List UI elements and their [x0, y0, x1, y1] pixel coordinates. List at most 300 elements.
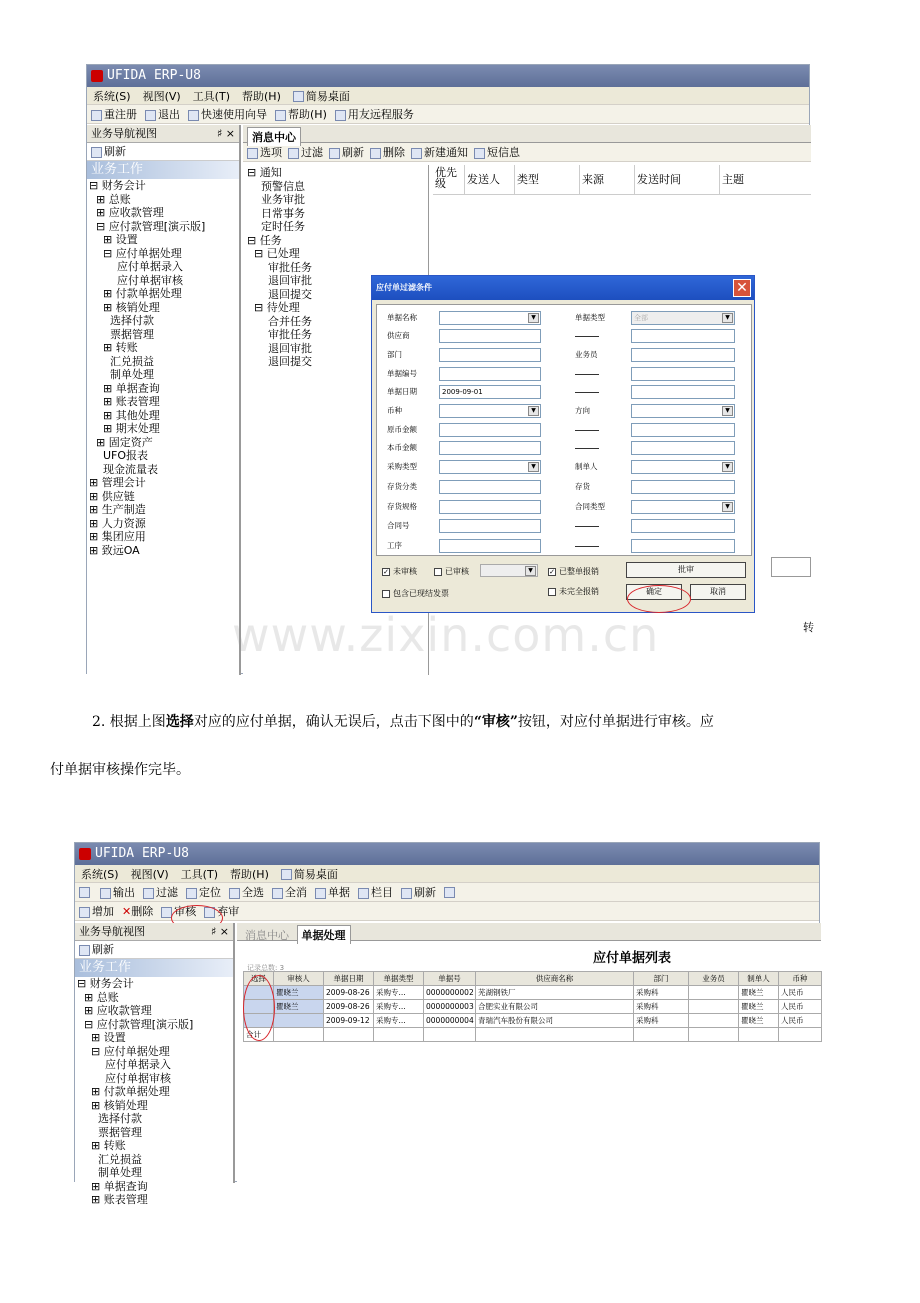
filter-label — [575, 546, 599, 547]
refresh-button-2[interactable] — [401, 884, 436, 900]
include-label: 包含已现结发票 — [393, 589, 449, 598]
ufida-logo-icon — [91, 70, 103, 82]
date-value: 2009-09-01 — [442, 388, 483, 396]
menu-view-2[interactable]: 视图(V) — [130, 867, 169, 881]
table-cell: 瞿晓兰 — [274, 1000, 324, 1014]
doc-area — [237, 923, 821, 1183]
column-header[interactable]: 单据类型 — [374, 972, 424, 986]
relogin-icon — [91, 110, 102, 121]
quick-guide-button[interactable] — [188, 106, 267, 122]
filter-left-field[interactable] — [439, 519, 541, 533]
total-cell — [476, 1028, 634, 1042]
add-button[interactable] — [79, 903, 114, 919]
tree-node[interactable]: 合并任务 — [247, 314, 312, 328]
filter-left-field[interactable] — [439, 367, 541, 381]
doc-type-value: 全部 — [634, 314, 648, 322]
filter-label: 单据编号 — [387, 369, 417, 378]
table-cell: 瞿晓兰 — [739, 986, 779, 1000]
help-icon — [275, 110, 286, 121]
chevron-down-icon: ▼ — [722, 313, 733, 323]
delete-button[interactable] — [370, 144, 405, 160]
export-label: 输出 — [113, 886, 135, 899]
help-button[interactable] — [275, 106, 327, 122]
para-bold-select: 选择 — [165, 714, 194, 730]
col-type[interactable]: 类型 — [515, 165, 580, 194]
filter-right-field[interactable] — [631, 348, 735, 362]
nav-refresh-button-2[interactable] — [75, 941, 233, 959]
menu-help-2[interactable]: 帮助(H) — [230, 867, 269, 881]
nav-pane-header — [87, 125, 239, 143]
filter-button[interactable] — [288, 144, 323, 160]
tree-node[interactable]: ⊞ 单据查询 — [77, 1179, 148, 1193]
filter-label: 部门 — [387, 350, 402, 359]
tree-node[interactable]: ⊟ 应付款管理[演示版] — [77, 1017, 194, 1031]
options-button[interactable] — [247, 144, 282, 160]
tree-node[interactable]: 应付单据审核 — [77, 1071, 171, 1085]
filter-label — [575, 374, 599, 375]
app-title: UFIDA ERP-U8 — [107, 68, 201, 83]
filter-label: 存货规格 — [387, 502, 417, 511]
table-cell: 采购专... — [374, 1014, 424, 1028]
tree-node[interactable]: ⊟ 通知 — [247, 166, 282, 179]
tree-node[interactable]: 退回提交 — [247, 355, 312, 368]
exit-button[interactable] — [145, 106, 180, 122]
filter-label: 单据名称 — [387, 313, 417, 322]
tab-message-center[interactable]: 消息中心 — [247, 127, 301, 146]
tree-node[interactable]: ⊞ 致远OA — [89, 543, 140, 557]
ap-document-table — [243, 971, 822, 1042]
delete-label: 删除 — [383, 146, 405, 159]
delete-button-2[interactable] — [122, 903, 153, 919]
record-count: 记录总数: 3 — [247, 964, 285, 972]
tree-node[interactable]: ⊟ 已处理 — [247, 247, 300, 260]
column-header[interactable]: 部门 — [634, 972, 689, 986]
dialog-titlebar — [372, 276, 754, 300]
tree-node[interactable]: ⊞ 设置 — [89, 233, 138, 246]
nav-refresh-label-2: 刷新 — [92, 943, 114, 956]
column-header[interactable]: 币种 — [779, 972, 822, 986]
col-source[interactable]: 来源 — [580, 165, 635, 194]
menu-system-2[interactable]: 系统(S) — [81, 867, 119, 881]
total-cell — [634, 1028, 689, 1042]
tree-node[interactable]: ⊞ 应收款管理 — [77, 1004, 152, 1017]
audit-label: 审核 — [174, 905, 197, 918]
filter-right-field[interactable] — [631, 500, 735, 514]
screenshot-filter-dialog — [86, 64, 814, 674]
app-title-2: UFIDA ERP-U8 — [95, 846, 189, 861]
dialog-form-area — [376, 304, 752, 556]
instruction-paragraph — [92, 712, 918, 732]
tree-node[interactable]: ⊞ 集团应用 — [89, 530, 146, 543]
ap-filter-dialog — [371, 275, 755, 613]
tree-node[interactable]: ⊟ 应付款管理[演示版] — [89, 219, 206, 233]
locate-button[interactable] — [186, 884, 221, 900]
filter-icon — [143, 888, 154, 899]
tree-node[interactable]: 预警信息 — [247, 179, 305, 193]
filter-right-field[interactable] — [631, 460, 735, 474]
audited-check-box — [434, 568, 442, 576]
instruction-paragraph-line2: 付单据审核操作完毕。 — [50, 762, 190, 778]
tree-node[interactable]: 制单处理 — [77, 1166, 142, 1179]
para-text-2: 按钮，对应付单据进行审核。应 — [517, 714, 714, 730]
tree-node[interactable]: ⊞ 核销处理 — [89, 300, 160, 314]
table-row[interactable] — [244, 1000, 822, 1014]
tree-node[interactable]: 选择付款 — [77, 1112, 142, 1125]
table-cell — [689, 1014, 739, 1028]
table-cell: 青瑞汽车股份有限公司 — [476, 1014, 634, 1028]
msg-refresh-button[interactable] — [329, 144, 364, 160]
table-cell: 芜湖钢铁厂 — [476, 986, 634, 1000]
menu-system[interactable]: 系统(S) — [93, 89, 131, 103]
filter-right-field[interactable] — [631, 311, 735, 325]
column-header[interactable]: 业务员 — [689, 972, 739, 986]
menu-help[interactable]: 帮助(H) — [242, 89, 281, 103]
tree-node[interactable]: ⊟ 财务会计 — [89, 179, 146, 192]
tree-node[interactable]: ⊞ 账表管理 — [77, 1193, 148, 1206]
app-titlebar — [87, 65, 809, 87]
include-check-box — [382, 590, 390, 598]
export-button[interactable] — [100, 884, 135, 900]
table-cell: 2009-08-26 — [324, 1000, 374, 1014]
filter-label — [575, 392, 599, 393]
table-cell: 0000000003 — [424, 1000, 476, 1014]
column-header[interactable]: 供应商名称 — [476, 972, 634, 986]
document-icon — [315, 888, 326, 899]
tree-node[interactable]: ⊞ 总账 — [77, 990, 119, 1004]
tree-node[interactable]: 选择付款 — [89, 314, 154, 327]
filter-right-field[interactable] — [631, 519, 735, 533]
refresh-icon — [79, 945, 90, 956]
column-header[interactable]: 制单人 — [739, 972, 779, 986]
tree-node[interactable]: ⊞ 生产制造 — [89, 503, 146, 516]
message-toolbar — [243, 143, 811, 162]
table-cell: 采购专... — [374, 986, 424, 1000]
filter-label: 供应商 — [387, 331, 410, 340]
filter-left-field[interactable] — [439, 460, 541, 474]
nav-pane-title-2: 业务导航视图 — [79, 925, 145, 938]
table-cell: 采购科 — [634, 1014, 689, 1028]
column-header[interactable]: 单据日期 — [324, 972, 374, 986]
locate-icon — [186, 888, 197, 899]
menu-simple-desktop[interactable] — [293, 88, 350, 104]
tree-node[interactable]: ⊞ 转账 — [77, 1139, 126, 1152]
filter-left-field[interactable] — [439, 480, 541, 494]
menu-simple-desktop-label-2: 简易桌面 — [293, 867, 338, 881]
tree-node[interactable]: ⊞ 付款单据处理 — [77, 1085, 170, 1098]
tree-node[interactable]: 现金流量表 — [89, 462, 158, 476]
desktop-icon — [293, 91, 304, 102]
business-work-header-2: 业务工作 — [75, 959, 233, 977]
desktop-icon — [281, 869, 292, 880]
remote-service-button[interactable] — [335, 106, 414, 122]
export-icon — [100, 888, 111, 899]
behind-input — [771, 557, 811, 577]
tab-message-center-2[interactable]: 消息中心 — [245, 929, 289, 942]
audited-label: 已审核 — [445, 567, 469, 576]
pin-close-icon[interactable]: ♯ × — [216, 127, 235, 140]
columns-label: 栏目 — [371, 886, 393, 899]
tree-node[interactable]: 业务审批 — [247, 193, 305, 206]
table-row[interactable] — [244, 986, 822, 1000]
table-cell: 0000000004 — [424, 1014, 476, 1028]
column-header[interactable]: 选择 — [244, 972, 274, 986]
table-cell: 2009-09-12 — [324, 1014, 374, 1028]
business-work-header: 业务工作 — [87, 161, 239, 179]
menu-simple-desktop-label: 简易桌面 — [305, 89, 350, 103]
table-cell: 人民币 — [779, 986, 822, 1000]
help-icon[interactable] — [444, 887, 455, 898]
tree-node[interactable]: ⊞ 其他处理 — [89, 408, 160, 422]
message-tabbar — [243, 125, 811, 143]
filter-label: 本币金额 — [387, 443, 417, 452]
quick-guide-label: 快速使用向导 — [201, 108, 267, 121]
tree-node[interactable]: ⊞ 付款单据处理 — [89, 287, 182, 300]
chevron-down-icon: ▼ — [525, 566, 536, 576]
tree-node[interactable]: 定时任务 — [247, 220, 305, 233]
para-text-1: 对应的应付单据，确认无误后，点击下图中的 — [193, 714, 474, 730]
select-all-icon — [229, 888, 240, 899]
chevron-down-icon: ▼ — [722, 406, 733, 416]
col-sender[interactable]: 发送人 — [465, 165, 515, 194]
settled-checkbox[interactable] — [548, 566, 599, 577]
table-cell: 2009-08-26 — [324, 986, 374, 1000]
filter-right-field[interactable] — [631, 423, 735, 437]
menu-simple-desktop-2[interactable] — [281, 866, 338, 882]
document-label: 单据 — [328, 886, 350, 899]
select-all-button[interactable] — [229, 884, 264, 900]
message-list-header — [433, 165, 811, 195]
tree-node[interactable]: 退回审批 — [247, 341, 312, 355]
tree-node[interactable]: ⊞ 管理会计 — [89, 476, 146, 489]
refresh-icon — [401, 888, 412, 899]
remote-icon — [335, 110, 346, 121]
filter-left-field[interactable] — [439, 348, 541, 362]
tree-node[interactable]: ⊞ 单据查询 — [89, 381, 160, 395]
filter-label: 单据日期 — [387, 387, 417, 396]
deselect-icon — [272, 888, 283, 899]
col-subject[interactable]: 主题 — [722, 173, 744, 186]
tree-node[interactable]: ⊞ 固定资产 — [89, 435, 153, 449]
refresh-icon — [91, 147, 102, 158]
filter-label — [575, 526, 599, 527]
filter-label: 币种 — [387, 406, 402, 415]
select-all-label: 全选 — [242, 886, 264, 899]
tree-node[interactable]: ⊞ 账表管理 — [89, 395, 160, 408]
nav-refresh-button[interactable] — [87, 143, 239, 161]
tree-node[interactable]: ⊞ 期末处理 — [89, 422, 160, 435]
delete-label-2: 删除 — [131, 905, 154, 918]
total-cell — [779, 1028, 822, 1042]
table-cell — [689, 986, 739, 1000]
tree-node[interactable]: 汇兑损益 — [89, 354, 154, 368]
tree-node[interactable]: 票据管理 — [77, 1125, 142, 1139]
table-cell: 采购专... — [374, 1000, 424, 1014]
column-header[interactable]: 单据号 — [424, 972, 476, 986]
dialog-title: 应付单过滤条件 — [376, 283, 432, 292]
filter-left-field[interactable] — [439, 423, 541, 437]
filter-right-field[interactable] — [631, 385, 735, 399]
table-row[interactable] — [244, 1014, 822, 1028]
tree-node[interactable]: ⊟ 待处理 — [247, 301, 300, 314]
total-cell — [274, 1028, 324, 1042]
filter-icon — [288, 148, 299, 159]
unaudit-label: 弃审 — [217, 905, 240, 918]
filter-left-field[interactable] — [439, 385, 541, 399]
tree-node[interactable]: 制单处理 — [89, 368, 154, 381]
dialog-options — [376, 562, 752, 610]
tree-node[interactable]: ⊞ 转账 — [89, 341, 138, 354]
audited-checkbox[interactable] — [434, 566, 469, 577]
filter-button-2[interactable] — [143, 884, 178, 900]
filter-right-field[interactable] — [631, 367, 735, 381]
filter-label: 合同类型 — [575, 502, 605, 511]
table-cell: 采购科 — [634, 986, 689, 1000]
chevron-down-icon: ▼ — [528, 462, 539, 472]
behind-char: 转 — [803, 621, 814, 634]
tree-node[interactable]: 应付单据录入 — [77, 1058, 171, 1071]
relogin-label: 重注册 — [104, 108, 137, 121]
filter-label: 过滤 — [301, 146, 323, 159]
new-notice-button[interactable] — [411, 144, 468, 160]
filter-left-field[interactable] — [439, 311, 541, 325]
filter-label: 原币金额 — [387, 425, 417, 434]
filter-right-field[interactable] — [631, 404, 735, 418]
ok-button[interactable]: 确定 — [626, 584, 682, 600]
filter-left-field[interactable] — [439, 329, 541, 343]
tree-node[interactable]: 票据管理 — [89, 327, 154, 341]
table-cell: 瞿晓兰 — [739, 1000, 779, 1014]
list-toolbar-1 — [75, 883, 819, 902]
menu-tools[interactable]: 工具(T) — [192, 89, 230, 103]
para-step-number: 2. 根据上图 — [92, 714, 166, 730]
dialog-close-button[interactable]: ✕ — [733, 279, 751, 297]
table-cell: 瞿晓兰 — [739, 1014, 779, 1028]
tree-node[interactable]: ⊟ 任务 — [247, 233, 282, 247]
filter-left-field[interactable] — [439, 441, 541, 455]
list-title: 应付单据列表 — [593, 951, 672, 966]
settled-check-mark: ✓ — [549, 567, 555, 576]
incomplete-label: 未完全报销 — [559, 587, 599, 596]
msg-refresh-label: 刷新 — [342, 146, 364, 159]
sms-button[interactable] — [474, 144, 520, 160]
tree-node[interactable]: ⊞ 核销处理 — [77, 1098, 148, 1112]
tree-node[interactable]: 日常事务 — [247, 206, 305, 220]
exit-icon — [145, 110, 156, 121]
new-notice-label: 新建通知 — [424, 146, 468, 159]
filter-label — [575, 336, 599, 337]
pin-close-icon[interactable]: ♯ × — [210, 925, 229, 938]
tree-node[interactable]: ⊞ 应收款管理 — [89, 206, 164, 219]
total-cell — [324, 1028, 374, 1042]
table-cell: 人民币 — [779, 1000, 822, 1014]
chevron-down-icon: ▼ — [528, 406, 539, 416]
unaudited-checkbox[interactable] — [382, 566, 417, 577]
refresh-icon — [329, 148, 340, 159]
tree-node[interactable]: ⊟ 应付单据处理 — [89, 246, 182, 260]
watermark: www.zixin.com.cn — [232, 608, 660, 662]
tree-node[interactable]: UFO报表 — [89, 449, 149, 462]
tree-node[interactable]: ⊞ 供应链 — [89, 489, 135, 503]
nav-tree-2 — [75, 977, 233, 1207]
tree-node[interactable]: 退回审批 — [247, 274, 312, 287]
filter-right-field[interactable] — [631, 329, 735, 343]
remote-service-label: 用友远程服务 — [347, 108, 414, 121]
refresh-label-2: 刷新 — [414, 886, 436, 899]
tree-node[interactable]: ⊞ 人力资源 — [89, 516, 146, 530]
nav-tree — [87, 179, 239, 557]
filter-label — [575, 448, 599, 449]
col-priority[interactable]: 优先级 — [433, 165, 465, 194]
relogin-button[interactable] — [91, 106, 137, 122]
unaudited-check-mark: ✓ — [383, 567, 389, 576]
tree-node[interactable]: 应付单据审核 — [89, 273, 183, 287]
cancel-button[interactable]: 取消 — [690, 584, 746, 600]
tree-node[interactable]: 应付单据录入 — [89, 260, 183, 273]
guide-icon — [188, 110, 199, 121]
columns-icon — [358, 888, 369, 899]
sms-label: 短信息 — [487, 146, 520, 159]
delete-icon: ✕ — [122, 905, 132, 918]
tree-node[interactable]: 审批任务 — [247, 328, 312, 341]
columns-button[interactable] — [358, 884, 393, 900]
exit-label: 退出 — [158, 108, 180, 121]
filter-label — [575, 430, 599, 431]
settled-label: 已整单报销 — [559, 567, 599, 576]
filter-label: 制单人 — [575, 462, 598, 471]
filter-left-field[interactable] — [439, 539, 541, 553]
help-label: 帮助(H) — [288, 108, 327, 121]
tree-node[interactable]: 审批任务 — [247, 260, 312, 274]
menu-tools-2[interactable]: 工具(T) — [180, 867, 218, 881]
filter-left-field[interactable] — [439, 404, 541, 418]
incomplete-checkbox[interactable] — [548, 586, 599, 597]
add-label: 增加 — [92, 905, 114, 918]
nav-refresh-label: 刷新 — [104, 145, 126, 158]
column-header[interactable]: 审核人 — [274, 972, 324, 986]
tree-node[interactable]: 退回提交 — [247, 287, 312, 301]
total-cell — [374, 1028, 424, 1042]
total-cell — [739, 1028, 779, 1042]
filter-right-field[interactable] — [631, 480, 735, 494]
screenshot-ap-list — [74, 842, 820, 1206]
print-icon[interactable] — [79, 887, 90, 898]
col-send-time[interactable]: 发送时间 — [635, 165, 720, 194]
filter-label: 合同号 — [387, 521, 410, 530]
tree-node[interactable]: ⊟ 应付单据处理 — [77, 1044, 170, 1058]
tree-node[interactable]: ⊟ 财务会计 — [77, 977, 134, 990]
filter-left-field[interactable] — [439, 500, 541, 514]
tab-document-processing[interactable]: 单据处理 — [297, 925, 351, 944]
deselect-all-button[interactable] — [272, 884, 307, 900]
tree-node[interactable]: ⊞ 总账 — [89, 192, 131, 206]
total-cell — [689, 1028, 739, 1042]
filter-right-field[interactable] — [631, 539, 735, 553]
select-column-highlight-circle — [243, 975, 275, 1041]
include-cash-invoice-checkbox[interactable] — [382, 588, 449, 599]
menu-view[interactable]: 视图(V) — [142, 89, 181, 103]
table-cell: 0000000002 — [424, 986, 476, 1000]
audited-select[interactable] — [480, 564, 538, 577]
add-icon — [79, 907, 90, 918]
document-button[interactable] — [315, 884, 350, 900]
approve-button[interactable]: 批审 — [626, 562, 746, 578]
tree-node[interactable]: 汇兑损益 — [77, 1152, 142, 1166]
filter-right-field[interactable] — [631, 441, 735, 455]
tree-node[interactable]: ⊞ 设置 — [77, 1031, 126, 1044]
chevron-down-icon: ▼ — [528, 313, 539, 323]
ufida-logo-icon — [79, 848, 91, 860]
menu-bar — [87, 87, 809, 105]
